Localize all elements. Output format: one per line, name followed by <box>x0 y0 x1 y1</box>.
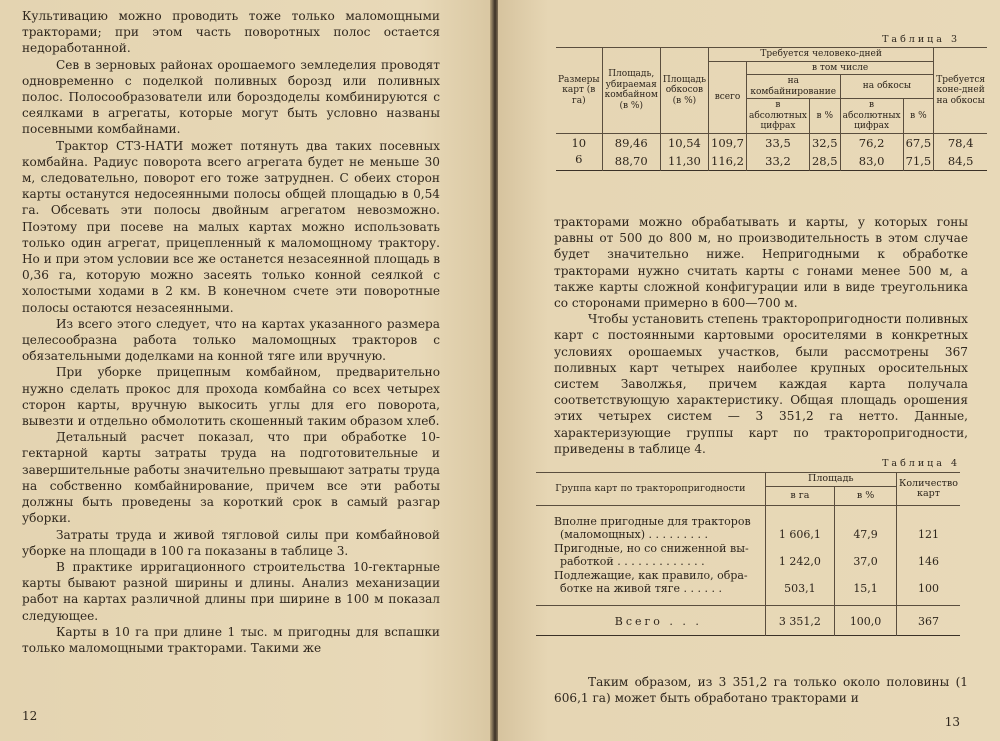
table-row <box>556 133 987 150</box>
table3-cell: 84,5 <box>947 153 974 168</box>
table3-cell: 32,5 <box>809 133 840 150</box>
table3-cell: 10,54 <box>660 133 708 150</box>
table3-cell: 76,2 <box>840 133 903 150</box>
table3-cell: 83,0 <box>840 150 903 171</box>
page-number-right: 13 <box>944 715 960 729</box>
table3-cell: 116,2 <box>709 150 747 171</box>
table3-header-area-mowed: Площадь обкосов (в %) <box>660 48 708 134</box>
table3-header-horse-days: Требуется коне-дней на обкосы <box>934 48 987 134</box>
table3-cell: 71,5 <box>903 150 934 171</box>
paragraph: Затраты труда и живой тягловой силы при комбайновой уборке на площади в 100 га показаны в таблице 3. <box>22 527 440 558</box>
page-number-left: 12 <box>22 709 38 723</box>
table3-header-sizes: Размеры карт (в га) <box>556 48 602 134</box>
table-row <box>536 506 960 543</box>
table4-header-count: Количество карт <box>896 473 960 506</box>
table4-header-ha: в га <box>765 486 834 506</box>
table-row-total <box>536 606 960 636</box>
table3-header-mowing: на обкосы <box>840 75 934 99</box>
right-page <box>498 0 1000 741</box>
table4-header-group: Группа карт по тракторопригодности <box>536 473 765 506</box>
table3-cell: 33,2 <box>746 150 809 171</box>
table4-cell: 100 <box>917 581 939 595</box>
table4-header-area: Площадь <box>765 473 896 487</box>
table4-cell: 367 <box>896 606 960 636</box>
table4-cell: 37,0 <box>835 542 897 569</box>
table3-header-area-harvested: Площадь, убираемая комбайном (в %) <box>602 48 660 134</box>
table3-header-combining: на комбайнирование <box>746 75 840 99</box>
paragraph: Карты в 10 га при длине 1 тыс. м пригодны для вспашки только маломощными тракторами. Такими же <box>22 624 440 655</box>
paragraph: Трактор СТЗ-НАТИ может потянуть два таких посевных комбайна. Радиус поворота всего агрегата будет не меньше 30 м, следовательно, поворот его тоже затруднен. С обеих сторон карты останутся недосеянными полосы общей площадью в 0,54 га. Обсевать эти полосы двойным агрегатом невозможно. Поэтому при посеве на малых картах можно использовать только один агрегат, прицепленный к маломощному трактору. Но и при этом условии все же останется незасеянной площадь в 0,36 га, которую можно засеять только конной сеялкой с холостыми ходами в 2 км. В конечном счете эти поворотные полосы остаются незасеянными. <box>22 138 440 315</box>
table3-cell: 109,7 <box>709 133 747 150</box>
right-page-text <box>554 214 968 457</box>
paragraph: Таким образом, из 3 351,2 га только около половины (1 606,1 га) может быть обработано тракторами и <box>554 675 968 706</box>
table3-header-including: в том числе <box>746 61 933 75</box>
table3-cell: 6 <box>556 150 602 171</box>
group-line: работкой . . . . . . . . . . . . . <box>560 554 705 568</box>
table3-header-percent: в % <box>809 99 840 134</box>
table4-cell: 100,0 <box>835 606 897 636</box>
table4-cell: 121 <box>917 527 939 541</box>
table4 <box>536 472 960 636</box>
table4-cell: 146 <box>917 554 939 568</box>
paragraph: тракторами можно обрабатывать и карты, у которых гоны равны от 500 до 800 м, но производительность в этом случае будет значительно ниже. Непригодными к обработке тракторами нужно считать карты с гонами менее 500 м, а также карты сложной конфигурации или в виде треугольника со сторонами примерно в 600—700 м. <box>554 215 968 311</box>
table3-header-percent: в % <box>903 99 934 134</box>
left-page-text <box>22 8 440 656</box>
table3-cell: 11,30 <box>660 150 708 171</box>
group-line: Вполне пригодные для тракторов <box>554 515 751 528</box>
table3-caption: Таблица 3 <box>882 34 960 45</box>
table3-header-required: Требуется человеко-дней <box>709 48 934 62</box>
paragraph: Чтобы установить степень тракторопригодности поливных карт с постоянными картовыми оросителями в конкретных условиях орошаемых участков, были рассмотрены 367 поливных карт четырех наиболее крупных оросительных систем Заволжья, причем каждая карта получала соответствующую характеристику. Общая площадь орошения этих четырех систем — 3 351,2 га нетто. Данные, характеризующие группы карт по тракторопригодности, приведены в таблице 4. <box>554 312 968 456</box>
group-line: Пригодные, но со сниженной вы- <box>554 542 749 555</box>
table-row <box>536 542 960 569</box>
table3-cell: 10 <box>556 133 602 150</box>
paragraph: Детальный расчет показал, что при обработке 10-гектарной карты затраты труда на подготовительные и завершительные работы значительно превышают затраты труда на собственно комбайнирование, причем все эти работы должны быть проведены за короткий срок в самый разгар уборки. <box>22 430 440 526</box>
paragraph: В практике ирригационного строительства 10-гектарные карты бывают разной ширины и длины. Анализ механизации работ на картах различной длины при ширине в 100 м показал следующее. <box>22 559 440 623</box>
right-page-text-bottom <box>554 674 968 706</box>
table-row <box>556 150 987 171</box>
table3-cell: 89,46 <box>602 133 660 150</box>
table4-group-cell <box>536 569 765 606</box>
table4-cell: 3 351,2 <box>765 606 834 636</box>
table3 <box>556 47 987 171</box>
table4-caption: Таблица 4 <box>882 458 960 469</box>
table4-cell: 1 242,0 <box>765 542 834 569</box>
table3-cell: 78,4 <box>947 135 974 150</box>
table4-cell: 15,1 <box>835 569 897 606</box>
paragraph: Из всего этого следует, что на картах указанного размера целесообразна работа только маломощных тракторов с обязательными доделками на конной тяге или вручную. <box>22 316 440 364</box>
table4-cell: 47,9 <box>835 506 897 543</box>
table4-cell: 1 606,1 <box>765 506 834 543</box>
group-line: Подлежащие, как правило, обра- <box>554 569 748 582</box>
table4-total-label: Всего . . . <box>536 606 765 636</box>
table4-group-cell <box>536 542 765 569</box>
paragraph: Культивацию можно проводить тоже только маломощными тракторами; при этом часть поворотных полос остается недоработанной. <box>22 9 440 56</box>
group-line: ботке на живой тяге . . . . . . <box>560 581 722 595</box>
paragraph: При уборке прицепным комбайном, предварительно нужно сделать прокос для прохода комбайна со всех четырех сторон карты, вручную выкосить углы для его поворота, вывезти и отдельно обмолотить скошенный таким образом хлеб. <box>22 365 440 429</box>
table3-cell: 88,70 <box>602 150 660 171</box>
table3-cell: 33,5 <box>746 133 809 150</box>
table4-header-percent: в % <box>835 486 897 506</box>
table3-cell: 67,5 <box>903 133 934 150</box>
table4-group-cell <box>536 506 765 543</box>
table3-header-absolute: в абсолютных цифрах <box>746 99 809 134</box>
table-row <box>536 569 960 606</box>
group-line: (маломощных) . . . . . . . . . <box>560 527 708 541</box>
table4-cell: 503,1 <box>765 569 834 606</box>
left-page <box>0 0 492 741</box>
table3-cell: 28,5 <box>809 150 840 171</box>
table3-header-total: всего <box>709 61 747 133</box>
table3-header-absolute: в абсолютных цифрах <box>840 99 903 134</box>
paragraph: Сев в зерновых районах орошаемого земледелия проводят одновременно с поделкой поливных борозд или поливных полос. Полосообразователи или бороздоделы комбинируются с сеялками в агрегаты, которые могут быть условно названы посевными комбайнами. <box>22 57 440 137</box>
